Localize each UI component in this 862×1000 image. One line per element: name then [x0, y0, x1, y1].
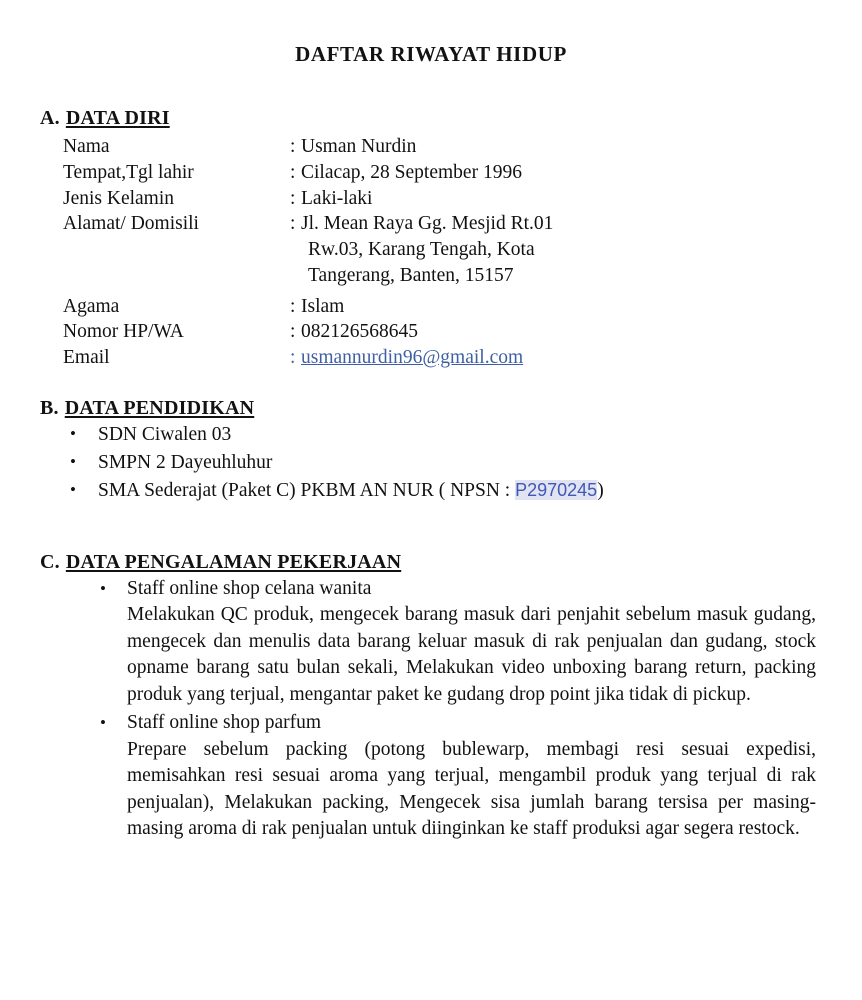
- education-list: [0, 422, 862, 505]
- field-label-jenis-kelamin: Jenis Kelamin: [63, 187, 175, 209]
- address-line-3: Tangerang, Banten, 15157: [308, 264, 514, 286]
- personal-data-list-2: [0, 294, 862, 371]
- experience-list: [0, 576, 862, 843]
- field-value-jenis-kelamin: Laki-laki: [301, 187, 373, 209]
- job-title: • Staff online shop celana wanita: [127, 577, 372, 599]
- data-row: [0, 134, 862, 160]
- npsn-code[interactable]: P2970245: [515, 480, 598, 501]
- section-c-heading: [0, 551, 862, 574]
- data-row: [0, 319, 862, 345]
- data-row: [0, 294, 862, 320]
- list-item: [0, 710, 862, 843]
- field-label-tempat-tgl-lahir: Tempat,Tgl lahir: [63, 161, 194, 183]
- personal-data-list: [0, 134, 862, 237]
- list-item: • SMPN 2 Dayeuhluhur: [0, 450, 862, 476]
- page-title: DAFTAR RIWAYAT HIDUP: [295, 42, 567, 66]
- field-value-alamat: Jl. Mean Raya Gg. Mesjid Rt.01: [301, 213, 554, 235]
- data-row: [0, 160, 862, 186]
- field-colon: :: [290, 295, 296, 317]
- list-item: [0, 478, 862, 504]
- field-value-email: [301, 345, 862, 371]
- section-b-letter: B.: [40, 396, 59, 419]
- section-c-title: DATA PENGALAMAN PEKERJAAN: [65, 550, 402, 573]
- section-a-title: DATA DIRI: [65, 107, 170, 130]
- field-colon: :: [290, 347, 296, 369]
- job-description: Melakukan QC produk, mengecek barang masuk dari penjahit sebelum masuk gudang, mengecek dan menulis data barang keluar masuk di rak penjualan dan gudang, stock opname barang satu bulan sekali, Melakukan video unboxing barang return, packing produk yang terjual, mengantar paket ke gudang drop point jika tidak di pickup.: [127, 604, 816, 705]
- field-label-agama: Agama: [63, 295, 120, 317]
- section-data-pengalaman-pekerjaan: [0, 551, 862, 843]
- data-row: [0, 345, 862, 371]
- field-value-agama: Islam: [301, 295, 345, 317]
- section-a-heading: [0, 107, 862, 130]
- field-label-nama: Nama: [63, 136, 110, 158]
- email-link[interactable]: usmannurdin96@gmail.com: [301, 347, 524, 369]
- field-label-nomor-hp: Nomor HP/WA: [63, 321, 184, 343]
- field-colon: :: [290, 321, 296, 343]
- section-data-diri: [0, 107, 862, 371]
- education-text-suffix: ): [597, 480, 604, 502]
- field-colon: :: [290, 136, 296, 158]
- section-data-pendidikan: [0, 397, 862, 505]
- section-a-letter: A.: [40, 107, 60, 130]
- education-text-prefix: SMA Sederajat (Paket C) PKBM AN NUR ( NPSN :: [98, 480, 516, 502]
- field-label-alamat: Alamat/ Domisili: [63, 213, 199, 235]
- field-value-nomor-hp: 082126568645: [301, 321, 418, 343]
- data-row: [0, 186, 862, 212]
- field-colon: :: [290, 187, 296, 209]
- address-line-2: Rw.03, Karang Tengah, Kota: [308, 239, 535, 261]
- field-colon: :: [290, 161, 296, 183]
- address-continuation: [0, 237, 862, 288]
- list-item: • SDN Ciwalen 03: [0, 422, 862, 448]
- data-row: [0, 211, 862, 237]
- section-b-title: DATA PENDIDIKAN: [64, 396, 255, 419]
- field-colon: :: [290, 213, 296, 235]
- list-item: [0, 576, 862, 709]
- job-description: Prepare sebelum packing (potong bublewarp, membagi resi sesuai expedisi, memisahkan resi sesuai aroma yang terjual, mengambil produk yang terjual di rak penjualan), Melakukan packing, Mengecek sisa jumlah barang tersisa per masing-masing aroma di rak penjualan untuk diinginkan ke staff produksi agar segera restock.: [127, 738, 816, 840]
- section-c-letter: C.: [40, 550, 60, 573]
- field-value-tempat-tgl-lahir: Cilacap, 28 September 1996: [301, 161, 522, 183]
- field-label-email: Email: [63, 347, 110, 369]
- field-value-nama: Usman Nurdin: [301, 136, 417, 158]
- section-b-heading: [0, 397, 862, 420]
- job-title: • Staff online shop parfum: [127, 712, 322, 734]
